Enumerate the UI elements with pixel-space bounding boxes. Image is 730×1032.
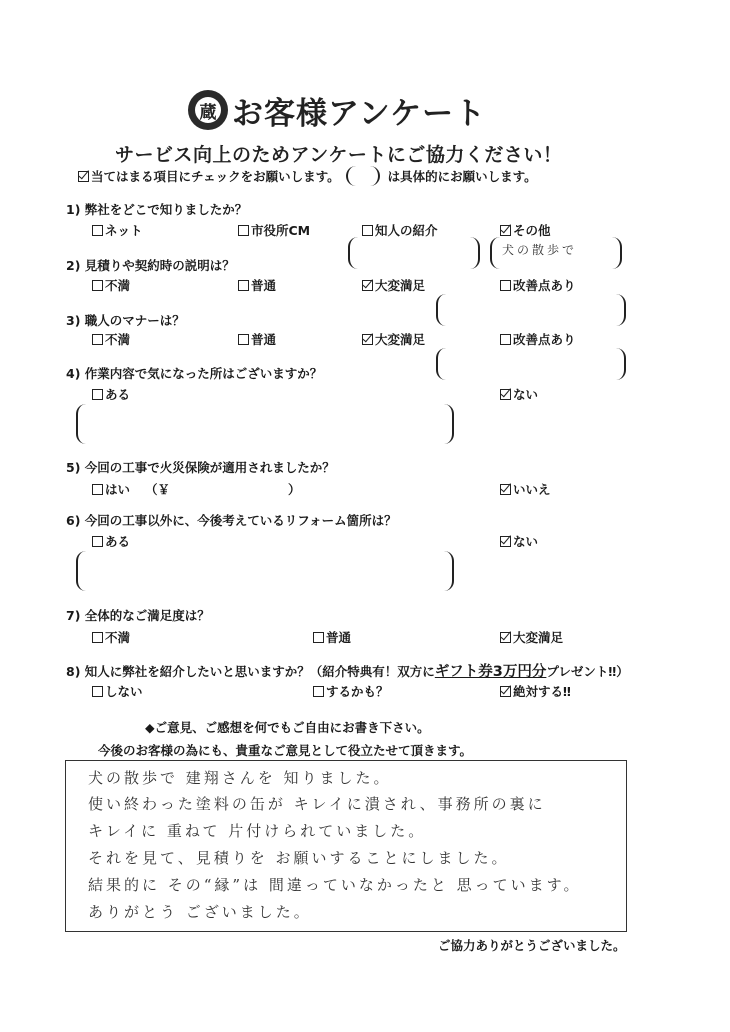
checkbox-icon[interactable] — [92, 686, 103, 697]
q5-option-yes[interactable]: はい — [92, 480, 130, 498]
q5-amount-field[interactable]: （￥ ） — [145, 482, 301, 497]
sample-bracket-icon — [346, 166, 380, 186]
comment-line: 犬の散歩で 建翔さんを 知りました。 — [88, 769, 392, 787]
q3-option-very-satisfied[interactable]: 大変満足 — [362, 330, 425, 348]
checkbox-checked-icon[interactable] — [500, 686, 511, 697]
q2-option-dissatisfied[interactable]: 不満 — [92, 276, 130, 294]
q6-detail-field[interactable] — [76, 551, 454, 591]
question-7: 7) 全体的なご満足度は？ — [66, 608, 210, 623]
q1-option-other[interactable]: その他 — [500, 221, 551, 239]
page-title: お客様アンケート — [232, 95, 487, 132]
checkbox-checked-icon[interactable] — [500, 225, 511, 236]
comments-subprompt: 今後のお客様の為にも、貴重なご意見として役立たせて頂きます。 — [98, 743, 473, 758]
comment-line: 結果的に その“縁”は 間違っていなかったと 思っています。 — [88, 876, 582, 894]
q2-improvement-field[interactable] — [436, 294, 626, 326]
instruction-check: 当てはまる項目にチェックをお願いします。 — [91, 169, 340, 184]
comments-prompt: ◆ご意見、ご感想を何でもご自由にお書き下さい。 — [145, 720, 430, 735]
instruction-bracket: は具体的にお願いします。 — [387, 169, 537, 184]
checkbox-checked-icon[interactable] — [500, 389, 511, 400]
q1-referral-field[interactable] — [348, 237, 480, 269]
q4-detail-field[interactable] — [76, 404, 454, 444]
gift-highlight: ギフト券3万円分 — [434, 664, 547, 680]
q2-option-average[interactable]: 普通 — [238, 276, 276, 294]
subtitle: サービス向上のためアンケートにご協力ください！ — [115, 144, 563, 166]
question-2: 2) 見積りや契約時の説明は？ — [66, 258, 235, 273]
question-6: 6) 今回の工事以外に、今後考えているリフォーム箇所は？ — [66, 513, 397, 528]
checkbox-icon[interactable] — [238, 334, 249, 345]
q2-option-very-satisfied[interactable]: 大変満足 — [362, 276, 425, 294]
checkbox-checked-icon[interactable] — [500, 632, 511, 643]
footer-thanks: ご協力ありがとうございました。 — [438, 938, 626, 953]
survey-header — [188, 88, 486, 132]
checkbox-icon[interactable] — [238, 225, 249, 236]
checkbox-checked-icon[interactable] — [362, 280, 373, 291]
question-1: 1) 弊社をどこで知りましたか？ — [66, 202, 248, 217]
q7-option-average[interactable]: 普通 — [313, 628, 351, 646]
question-5: 5) 今回の工事で火災保険が適用されましたか？ — [66, 460, 335, 475]
checkbox-checked-icon[interactable] — [362, 334, 373, 345]
q1-option-city-cm[interactable]: 市役所CM — [238, 221, 310, 239]
checkbox-checked-icon[interactable] — [500, 536, 511, 547]
checkbox-icon[interactable] — [362, 225, 373, 236]
q7-option-dissatisfied[interactable]: 不満 — [92, 628, 130, 646]
q6-option-no[interactable]: ない — [500, 532, 538, 550]
checkbox-icon[interactable] — [92, 280, 103, 291]
referral-note-suffix: プレゼント‼） — [546, 664, 629, 679]
checkbox-icon[interactable] — [92, 334, 103, 345]
checkbox-icon[interactable] — [313, 632, 324, 643]
question-4: 4) 作業内容で気になった所はございますか？ — [66, 366, 323, 381]
checkbox-icon[interactable] — [92, 536, 103, 547]
q1-other-field[interactable] — [490, 237, 622, 269]
q8-option-no[interactable]: しない — [92, 682, 143, 700]
q4-option-no[interactable]: ない — [500, 385, 538, 403]
q4-option-yes[interactable]: ある — [92, 385, 130, 403]
q1-other-answer: 犬の散歩で — [502, 243, 578, 257]
comment-line: それを見て、見積りを お願いすることにしました。 — [88, 849, 510, 867]
checkbox-icon[interactable] — [500, 280, 511, 291]
comment-line: 使い終わった塗料の缶が キレイに潰され、事務所の裏に — [88, 795, 546, 813]
q1-option-net[interactable]: ネット — [92, 221, 143, 239]
checkbox-icon[interactable] — [92, 225, 103, 236]
checkbox-icon[interactable] — [313, 686, 324, 697]
q8-option-definitely[interactable]: 絶対する‼ — [500, 682, 571, 700]
q1-option-referral[interactable]: 知人の紹介 — [362, 221, 438, 239]
question-8: 8) 知人に弊社を紹介したいと思いますか？（紹介特典有！双方にギフト券3万円分プレゼント‼） — [66, 664, 629, 680]
comment-line: キレイに 重ねて 片付けられていました。 — [88, 822, 427, 840]
sample-checkbox-icon — [78, 171, 89, 182]
q3-option-average[interactable]: 普通 — [238, 330, 276, 348]
q2-option-needs-improvement[interactable]: 改善点あり — [500, 276, 576, 294]
q6-option-yes[interactable]: ある — [92, 532, 130, 550]
instructions — [78, 166, 537, 186]
checkbox-icon[interactable] — [92, 484, 103, 495]
referral-note-prefix: （紹介特典有！双方に — [309, 664, 435, 679]
q7-option-very-satisfied[interactable]: 大変満足 — [500, 628, 563, 646]
company-logo-icon: 蔵 — [188, 90, 228, 130]
q3-option-dissatisfied[interactable]: 不満 — [92, 330, 130, 348]
checkbox-icon[interactable] — [238, 280, 249, 291]
q3-improvement-field[interactable] — [436, 348, 626, 380]
checkbox-icon[interactable] — [92, 389, 103, 400]
checkbox-icon[interactable] — [500, 334, 511, 345]
comment-line: ありがとう ございました。 — [88, 903, 312, 921]
comments-textarea[interactable] — [65, 760, 627, 932]
q3-option-needs-improvement[interactable]: 改善点あり — [500, 330, 576, 348]
checkbox-icon[interactable] — [92, 632, 103, 643]
q5-option-no[interactable]: いいえ — [500, 480, 551, 498]
question-3: 3) 職人のマナーは？ — [66, 313, 185, 328]
q8-option-maybe[interactable]: するかも？ — [313, 682, 389, 700]
checkbox-checked-icon[interactable] — [500, 484, 511, 495]
